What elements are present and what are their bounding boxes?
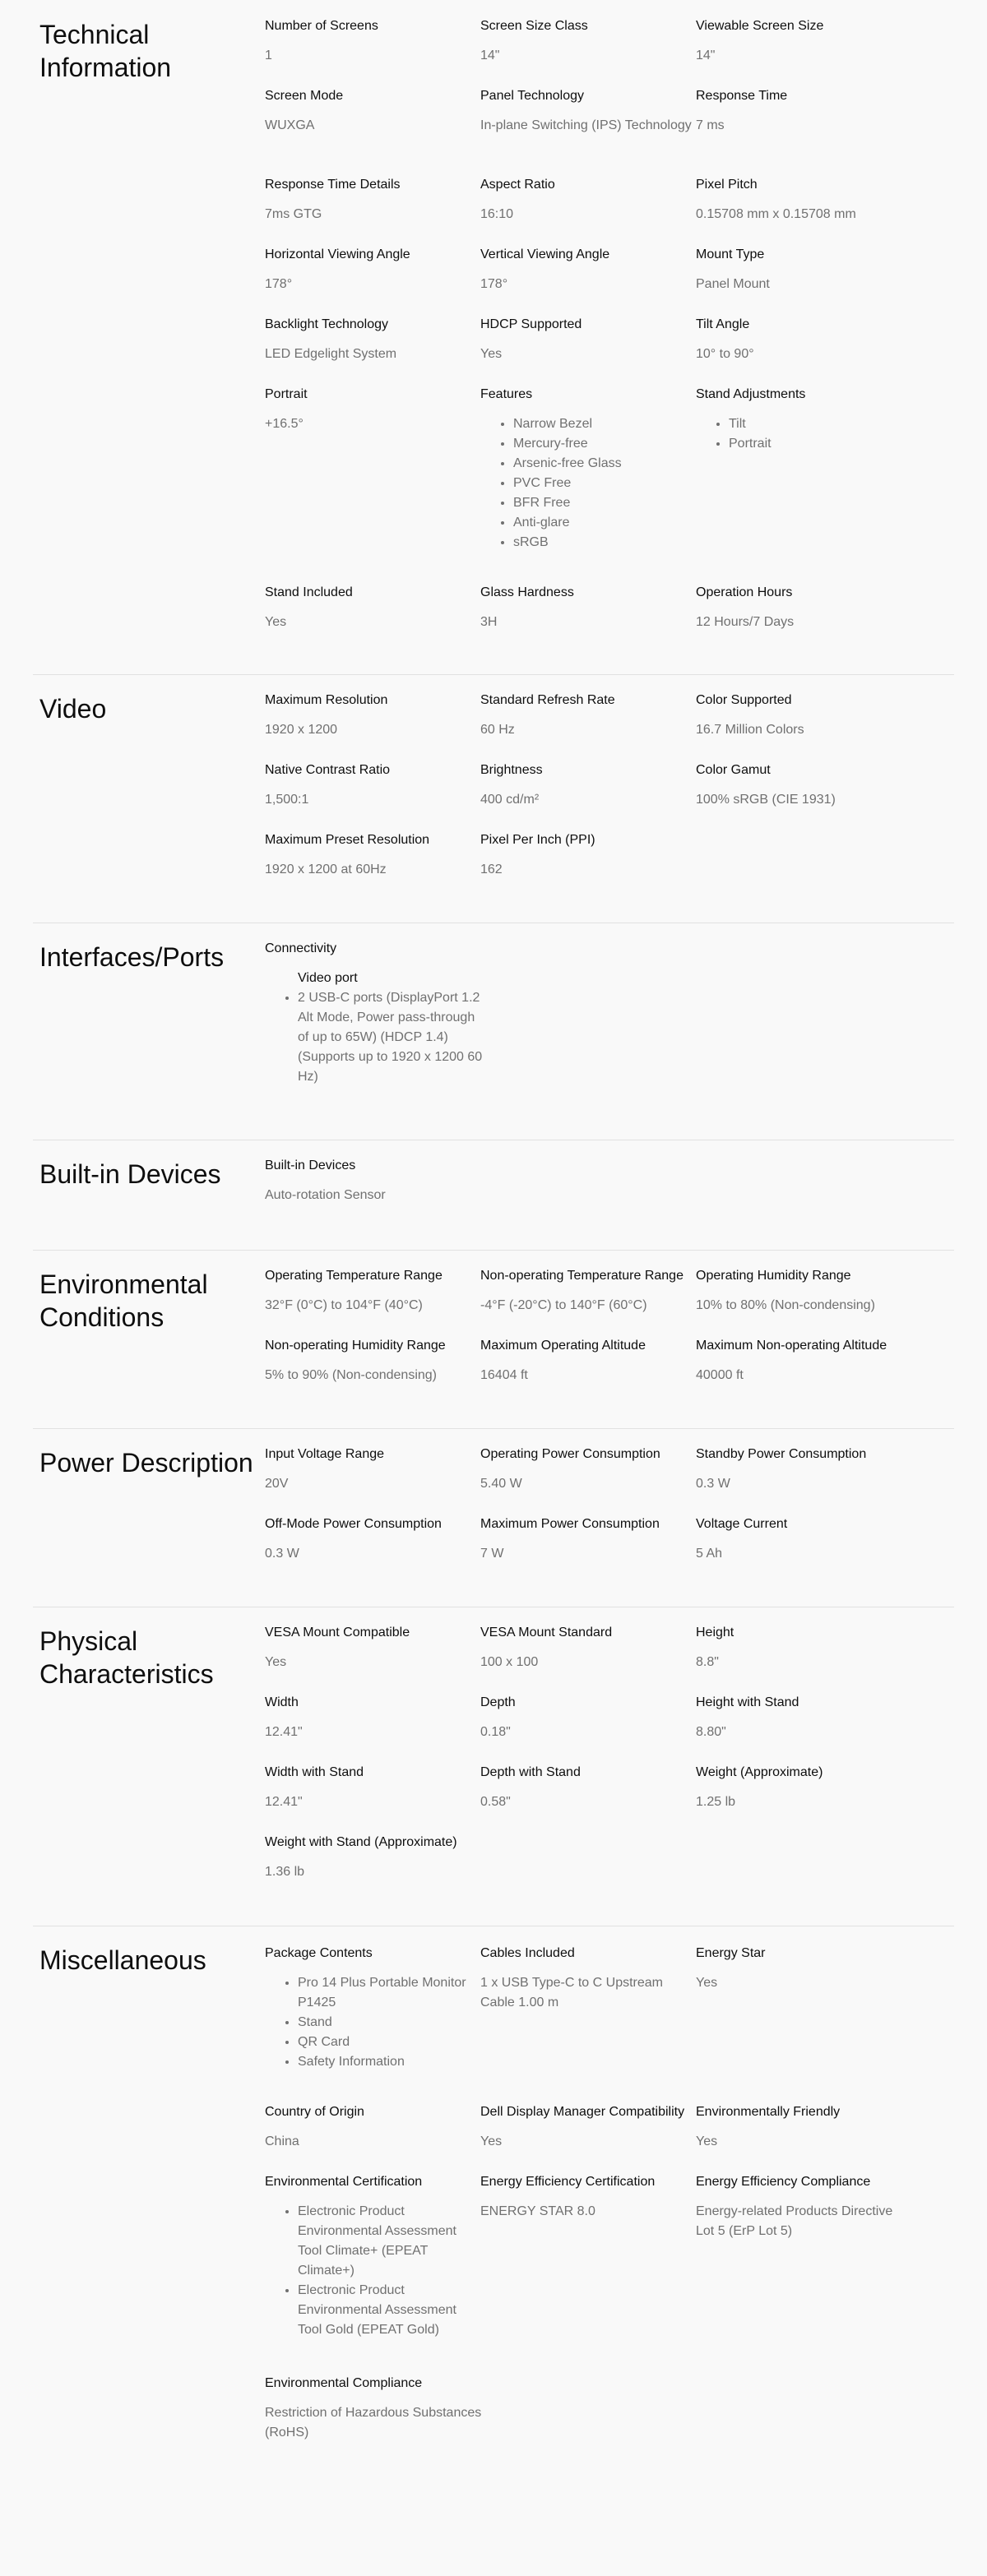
spec-standby-power-consumption [696, 1445, 914, 1494]
spec-label: Screen Size Class [480, 19, 588, 33]
spec-value: 10° to 90° [696, 347, 754, 361]
spec-label: Operating Power Consumption [480, 1447, 660, 1461]
spec-stand-included [265, 583, 483, 632]
spec-value: 162 [480, 863, 503, 876]
spec-label: Vertical Viewing Angle [480, 247, 610, 261]
spec-value: Yes [696, 1976, 718, 1990]
spec-cables-included [480, 1944, 698, 2013]
spec-label: Maximum Resolution [265, 693, 388, 707]
spec-pixel-pitch [696, 175, 914, 224]
section-divider [33, 674, 954, 675]
spec-color-gamut [696, 761, 914, 810]
spec-value: 8.80" [696, 1725, 726, 1739]
spec-width [265, 1693, 483, 1742]
spec-value: 16404 ft [480, 1368, 528, 1382]
spec-value: 5 Ah [696, 1547, 723, 1561]
spec-standard-refresh-rate [480, 691, 698, 740]
list-item: • 2 USB-C ports (DisplayPort 1.2 Alt Mode, Power pass-through of up to 65W) (HDCP 1.4) (Supports up to 1920 x 1200 60 Hz) [298, 988, 483, 1087]
spec-value: 12 Hours/7 Days [696, 615, 795, 629]
list-item: • sRGB [513, 533, 698, 553]
spec-value: 20V [265, 1477, 289, 1491]
spec-value: -4°F (-20°C) to 140°F (60°C) [480, 1298, 647, 1312]
spec-label: Environmentally Friendly [696, 2105, 841, 2119]
list-item: • PVC Free [513, 474, 698, 493]
spec-features [480, 385, 698, 553]
spec-label: Number of Screens [265, 19, 378, 33]
spec-label: Off-Mode Power Consumption [265, 1517, 442, 1531]
spec-label: Backlight Technology [265, 317, 389, 331]
spec-weight-approximate [696, 1763, 914, 1812]
spec-vesa-mount-compatible [265, 1623, 483, 1672]
spec-label: Viewable Screen Size [696, 19, 824, 33]
spec-mount-type [696, 245, 914, 294]
spec-label: Color Gamut [696, 763, 771, 777]
spec-label: Dell Display Manager Compatibility [480, 2105, 685, 2119]
spec-value: 0.3 W [265, 1547, 299, 1561]
spec-label: Stand Included [265, 585, 353, 599]
spec-height [696, 1623, 914, 1672]
spec-aspect-ratio [480, 175, 698, 224]
spec-value: 16.7 Million Colors [696, 723, 804, 737]
spec-environmental-compliance [265, 2374, 483, 2443]
spec-label: Tilt Angle [696, 317, 750, 331]
spec-input-voltage-range [265, 1445, 483, 1494]
spec-label: Energy Efficiency Compliance [696, 2175, 871, 2189]
spec-maximum-resolution [265, 691, 483, 740]
list-item: • Stand [298, 2013, 483, 2033]
spec-label: Pixel Pitch [696, 178, 758, 192]
spec-value: ENERGY STAR 8.0 [480, 2204, 595, 2218]
spec-label: Horizontal Viewing Angle [265, 247, 410, 261]
spec-label: VESA Mount Compatible [265, 1626, 410, 1639]
list-item: • Portrait [729, 434, 914, 454]
spec-value: 0.3 W [696, 1477, 730, 1491]
spec-value: 7 W [480, 1547, 504, 1561]
spec-label: Maximum Non-operating Altitude [696, 1339, 887, 1353]
spec-connectivity [265, 939, 483, 1087]
spec-label: Weight with Stand (Approximate) [265, 1835, 457, 1849]
section-title: Built-in Devices [39, 1159, 221, 1189]
spec-viewable-screen-size [696, 16, 914, 66]
spec-value: 1.36 lb [265, 1865, 305, 1879]
spec-value: LED Edgelight System [265, 347, 397, 361]
spec-voltage-current [696, 1515, 914, 1564]
spec-non-operating-temperature-range [480, 1266, 698, 1316]
spec-pixel-per-inch [480, 830, 698, 880]
section-title: Video [39, 694, 107, 724]
spec-energy-efficiency-certification [480, 2172, 698, 2222]
list-item: • QR Card [298, 2033, 483, 2052]
spec-label: Panel Technology [480, 89, 585, 103]
spec-label: Non-operating Temperature Range [480, 1269, 683, 1283]
spec-value: 16:10 [480, 207, 514, 221]
spec-backlight-technology [265, 315, 483, 364]
spec-value: Yes [265, 1655, 287, 1669]
spec-maximum-power-consumption [480, 1515, 698, 1564]
spec-label: Color Supported [696, 693, 792, 707]
spec-value: 1 x USB Type-C to C Upstream Cable 1.00 m [480, 1976, 663, 2009]
spec-vesa-mount-standard [480, 1623, 698, 1672]
spec-value: 100 x 100 [480, 1655, 539, 1669]
list-item: • Pro 14 Plus Portable Monitor P1425 [298, 1973, 483, 2013]
spec-value: 5.40 W [480, 1477, 522, 1491]
spec-label: Glass Hardness [480, 585, 574, 599]
list-item: • Electronic Product Environmental Assessment Tool Gold (EPEAT Gold) [298, 2281, 483, 2340]
spec-maximum-non-operating-altitude [696, 1336, 914, 1385]
section-title: Technical Information [39, 20, 172, 82]
spec-value-list [696, 414, 914, 454]
spec-built-in-devices [265, 1156, 483, 1205]
spec-operating-power-consumption [480, 1445, 698, 1494]
spec-label: Package Contents [265, 1946, 373, 1960]
spec-value: 1 [265, 49, 272, 62]
spec-value: 1920 x 1200 [265, 723, 338, 737]
spec-value: 0.58" [480, 1795, 511, 1809]
spec-package-contents [265, 1944, 483, 2072]
spec-label: Maximum Preset Resolution [265, 833, 430, 847]
section-divider [33, 1250, 954, 1251]
spec-label: VESA Mount Standard [480, 1626, 613, 1639]
spec-label: Standard Refresh Rate [480, 693, 615, 707]
spec-depth [480, 1693, 698, 1742]
list-item: • Arsenic-free Glass [513, 454, 698, 474]
spec-label: Maximum Operating Altitude [480, 1339, 646, 1353]
spec-tilt-angle [696, 315, 914, 364]
spec-value: 3H [480, 615, 498, 629]
spec-value: 14" [696, 49, 716, 62]
list-item: • Tilt [729, 414, 914, 434]
spec-value-list [265, 2202, 483, 2340]
spec-value-list [265, 1973, 483, 2072]
spec-value: 12.41" [265, 1725, 303, 1739]
spec-value: 10% to 80% (Non-condensing) [696, 1298, 875, 1312]
spec-label: Response Time [696, 89, 788, 103]
spec-value: 1.25 lb [696, 1795, 736, 1809]
spec-color-supported [696, 691, 914, 740]
spec-value-list [265, 988, 483, 1087]
section-title: Environmental Conditions [39, 1270, 208, 1332]
spec-label: Environmental Certification [265, 2175, 423, 2189]
spec-value: Panel Mount [696, 277, 770, 291]
list-item: • Mercury-free [513, 434, 698, 454]
spec-value: 5% to 90% (Non-condensing) [265, 1368, 438, 1382]
spec-value: 1,500:1 [265, 793, 309, 807]
spec-label: Pixel Per Inch (PPI) [480, 833, 595, 847]
spec-screen-mode [265, 86, 483, 136]
spec-weight-with-stand [265, 1833, 483, 1882]
spec-value: WUXGA [265, 118, 315, 132]
list-item: • Electronic Product Environmental Assessment Tool Climate+ (EPEAT Climate+) [298, 2202, 483, 2281]
spec-label: Standby Power Consumption [696, 1447, 867, 1461]
spec-label: Built-in Devices [265, 1159, 356, 1172]
spec-value: 8.8" [696, 1655, 719, 1669]
spec-subheading: Video port [298, 971, 358, 985]
spec-label: Connectivity [265, 941, 337, 955]
spec-value: Auto-rotation Sensor [265, 1188, 386, 1202]
spec-label: Energy Star [696, 1946, 766, 1960]
spec-value: Yes [265, 615, 287, 629]
list-item: • BFR Free [513, 493, 698, 513]
section-title: Interfaces/Ports [39, 942, 225, 972]
spec-value: Yes [696, 2134, 718, 2148]
spec-label: Maximum Power Consumption [480, 1517, 660, 1531]
section-title: Physical Characteristics [39, 1626, 214, 1689]
spec-label: Depth with Stand [480, 1765, 581, 1779]
spec-label: Input Voltage Range [265, 1447, 385, 1461]
spec-environmental-certification [265, 2172, 483, 2340]
spec-label: Features [480, 387, 533, 401]
spec-depth-with-stand [480, 1763, 698, 1812]
spec-country-of-origin [265, 2102, 483, 2152]
spec-label: HDCP Supported [480, 317, 582, 331]
spec-label: Screen Mode [265, 89, 344, 103]
spec-label: Width with Stand [265, 1765, 364, 1779]
spec-label: Portrait [265, 387, 308, 401]
spec-value: 178° [265, 277, 293, 291]
spec-energy-efficiency-compliance [696, 2172, 914, 2241]
spec-label: Width [265, 1695, 299, 1709]
spec-energy-star [696, 1944, 914, 1993]
spec-value: In-plane Switching (IPS) Technology [480, 118, 692, 132]
spec-number-of-screens [265, 16, 483, 66]
spec-value: +16.5° [265, 417, 304, 431]
section-title: Miscellaneous [39, 1945, 206, 1975]
spec-off-mode-power-consumption [265, 1515, 483, 1564]
spec-value: 40000 ft [696, 1368, 744, 1382]
spec-operation-hours [696, 583, 914, 632]
spec-label: Height with Stand [696, 1695, 799, 1709]
spec-value: 400 cd/m² [480, 793, 540, 807]
spec-glass-hardness [480, 583, 698, 632]
spec-label: Non-operating Humidity Range [265, 1339, 446, 1353]
spec-value: 60 Hz [480, 723, 515, 737]
spec-screen-size-class [480, 16, 698, 66]
spec-value: 1920 x 1200 at 60Hz [265, 863, 387, 876]
spec-vertical-viewing-angle [480, 245, 698, 294]
spec-brightness [480, 761, 698, 810]
spec-label: Height [696, 1626, 734, 1639]
spec-label: Weight (Approximate) [696, 1765, 823, 1779]
spec-value: Yes [480, 2134, 503, 2148]
list-item: • Anti-glare [513, 513, 698, 533]
spec-value: 7 ms [696, 118, 725, 132]
spec-dell-display-manager-compatibility [480, 2102, 698, 2152]
spec-hdcp-supported [480, 315, 698, 364]
spec-operating-humidity-range [696, 1266, 914, 1316]
spec-label: Cables Included [480, 1946, 575, 1960]
spec-stand-adjustments [696, 385, 914, 454]
spec-label: Response Time Details [265, 178, 401, 192]
spec-label: Depth [480, 1695, 516, 1709]
spec-value: 12.41" [265, 1795, 303, 1809]
spec-label: Voltage Current [696, 1517, 788, 1531]
spec-environmentally-friendly [696, 2102, 914, 2152]
list-item: • Safety Information [298, 2052, 483, 2072]
spec-value: Restriction of Hazardous Substances (RoHS) [265, 2406, 482, 2440]
spec-label: Mount Type [696, 247, 765, 261]
spec-value: 7ms GTG [265, 207, 322, 221]
spec-label: Stand Adjustments [696, 387, 806, 401]
spec-label: Brightness [480, 763, 543, 777]
spec-label: Operation Hours [696, 585, 793, 599]
spec-label: Environmental Compliance [265, 2376, 423, 2390]
spec-height-with-stand [696, 1693, 914, 1742]
spec-value-list [480, 414, 698, 553]
spec-value: 178° [480, 277, 508, 291]
spec-value: China [265, 2134, 299, 2148]
spec-response-time-details [265, 175, 483, 224]
spec-label: Native Contrast Ratio [265, 763, 391, 777]
spec-width-with-stand [265, 1763, 483, 1812]
spec-value: 100% sRGB (CIE 1931) [696, 793, 836, 807]
list-item: • Narrow Bezel [513, 414, 698, 434]
spec-non-operating-humidity-range [265, 1336, 483, 1385]
spec-label: Aspect Ratio [480, 178, 555, 192]
spec-value: 0.18" [480, 1725, 511, 1739]
spec-label: Operating Temperature Range [265, 1269, 443, 1283]
spec-value: 14" [480, 49, 500, 62]
spec-panel-technology [480, 86, 698, 136]
spec-value: 0.15708 mm x 0.15708 mm [696, 207, 856, 221]
spec-value: Yes [480, 347, 503, 361]
spec-native-contrast-ratio [265, 761, 483, 810]
spec-maximum-operating-altitude [480, 1336, 698, 1385]
spec-operating-temperature-range [265, 1266, 483, 1316]
spec-portrait [265, 385, 483, 434]
spec-horizontal-viewing-angle [265, 245, 483, 294]
spec-response-time [696, 86, 914, 136]
spec-value: Energy-related Products Directive Lot 5 (ErP Lot 5) [696, 2204, 893, 2238]
section-divider [33, 1428, 954, 1429]
spec-label: Energy Efficiency Certification [480, 2175, 656, 2189]
spec-label: Operating Humidity Range [696, 1269, 851, 1283]
section-title: Power Description [39, 1448, 253, 1478]
spec-maximum-preset-resolution [265, 830, 483, 880]
spec-value: 32°F (0°C) to 104°F (40°C) [265, 1298, 423, 1312]
spec-label: Country of Origin [265, 2105, 364, 2119]
